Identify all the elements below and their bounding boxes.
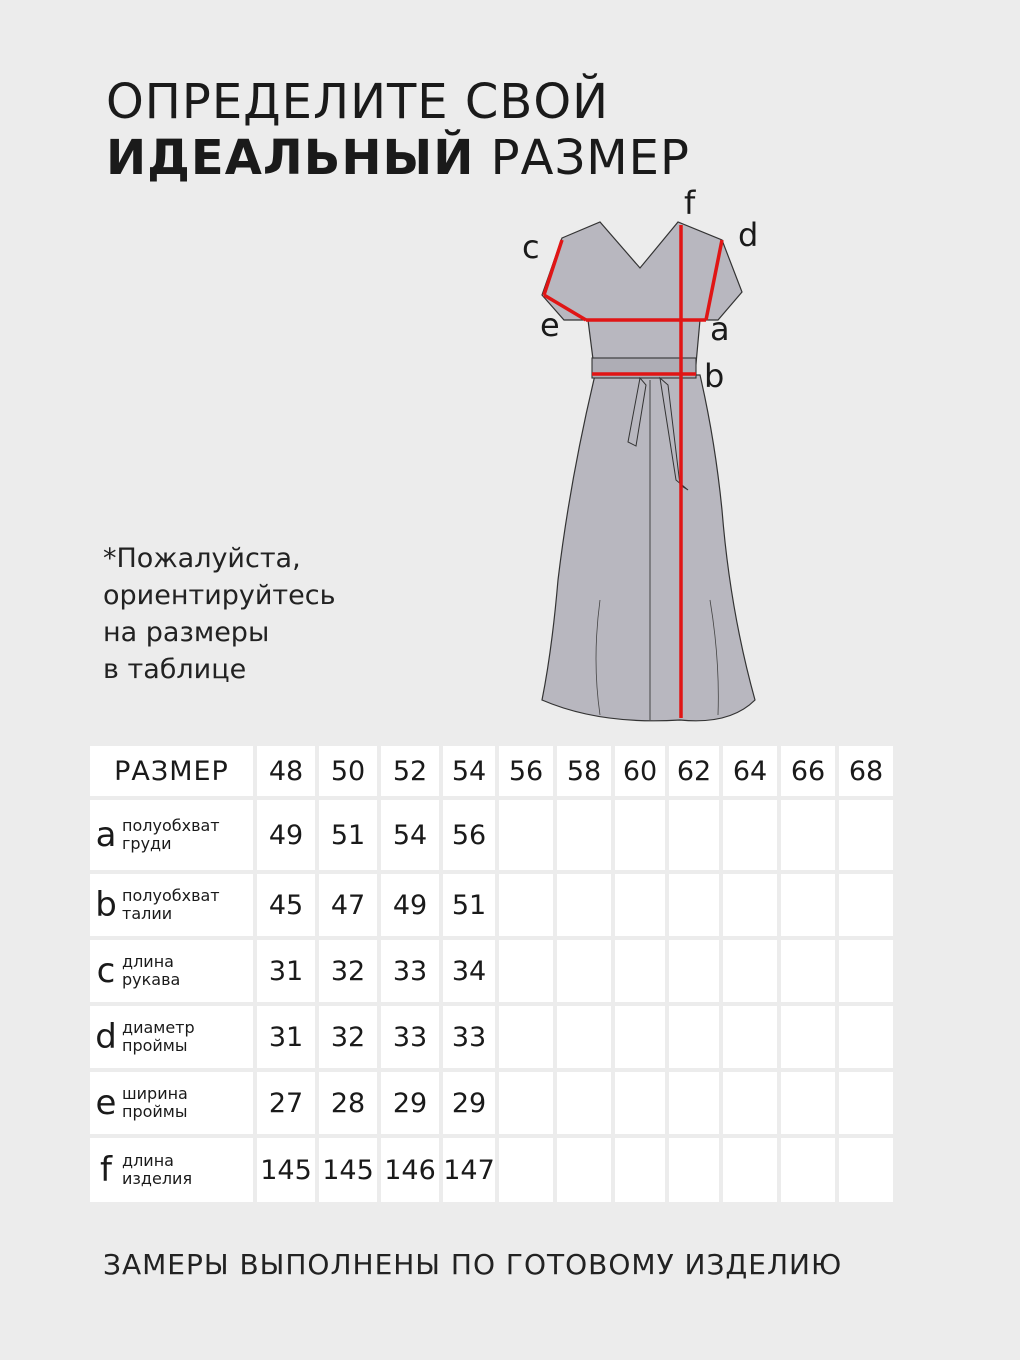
- table-cell: [781, 940, 835, 1002]
- row-desc-1: диаметр: [122, 1018, 195, 1037]
- label-b: b: [704, 357, 725, 395]
- header-size-64: 64: [723, 746, 777, 796]
- header-size-50: 50: [319, 746, 377, 796]
- table-cell: [615, 1072, 665, 1134]
- row-desc-2: талии: [122, 904, 173, 923]
- table-cell: [669, 1138, 719, 1202]
- table-cell: 27: [257, 1072, 315, 1134]
- dress-diagram: [500, 180, 800, 740]
- table-cell: 54: [381, 800, 439, 870]
- table-cell: [723, 1138, 777, 1202]
- table-cell: [839, 940, 893, 1002]
- table-cell: [557, 874, 611, 936]
- row-letter: b: [95, 885, 117, 925]
- table-cell: 147: [443, 1138, 495, 1202]
- table-cell: [723, 1006, 777, 1068]
- table-cell: 49: [257, 800, 315, 870]
- table-row: [90, 940, 893, 1002]
- table-cell: 145: [257, 1138, 315, 1202]
- title-bold-word: ИДЕАЛЬНЫЙ: [106, 130, 475, 186]
- note-line-2: ориентируйтесь: [103, 580, 336, 611]
- row-desc-1: полуобхват: [122, 886, 220, 905]
- header-size-66: 66: [781, 746, 835, 796]
- row-label: [90, 1138, 253, 1202]
- table-cell: 29: [443, 1072, 495, 1134]
- row-label: [90, 1072, 253, 1134]
- table-cell: 49: [381, 874, 439, 936]
- table-cell: [723, 874, 777, 936]
- table-cell: [669, 800, 719, 870]
- table-cell: [499, 940, 553, 1002]
- table-cell: 29: [381, 1072, 439, 1134]
- row-desc-1: полуобхват: [122, 816, 220, 835]
- table-cell: [615, 874, 665, 936]
- table-cell: 33: [381, 940, 439, 1002]
- row-label: [90, 874, 253, 936]
- note-line-3: на размеры: [103, 617, 270, 648]
- footer-note: ЗАМЕРЫ ВЫПОЛНЕНЫ ПО ГОТОВОМУ ИЗДЕЛИЮ: [103, 1248, 843, 1281]
- row-desc-2: изделия: [122, 1169, 193, 1188]
- table-cell: [615, 1138, 665, 1202]
- header-size-label: РАЗМЕР: [90, 746, 253, 796]
- header-size-48: 48: [257, 746, 315, 796]
- row-label: [90, 800, 253, 870]
- table-cell: [781, 800, 835, 870]
- table-cell: [499, 1006, 553, 1068]
- table-cell: [499, 1072, 553, 1134]
- table-cell: [723, 940, 777, 1002]
- table-cell: [615, 940, 665, 1002]
- table-cell: [615, 1006, 665, 1068]
- title-rest-word: РАЗМЕР: [490, 130, 690, 186]
- table-cell: 56: [443, 800, 495, 870]
- header-size-54: 54: [443, 746, 495, 796]
- table-cell: 51: [319, 800, 377, 870]
- page-title: [106, 74, 690, 186]
- row-letter: f: [100, 1150, 112, 1190]
- row-desc-1: длина: [122, 1151, 174, 1170]
- table-cell: [615, 800, 665, 870]
- label-a: a: [710, 310, 730, 348]
- table-cell: [839, 1006, 893, 1068]
- table-cell: [781, 874, 835, 936]
- table-cell: [669, 940, 719, 1002]
- size-table-header: [90, 746, 893, 796]
- row-letter: a: [95, 815, 117, 855]
- header-size-62: 62: [669, 746, 719, 796]
- table-cell: 45: [257, 874, 315, 936]
- table-cell: [781, 1072, 835, 1134]
- table-cell: 146: [381, 1138, 439, 1202]
- size-table: [86, 742, 897, 1206]
- table-cell: [499, 1138, 553, 1202]
- header-size-58: 58: [557, 746, 611, 796]
- table-cell: [669, 874, 719, 936]
- table-cell: 32: [319, 1006, 377, 1068]
- table-cell: [781, 1138, 835, 1202]
- table-cell: [557, 1006, 611, 1068]
- row-desc-1: длина: [122, 952, 174, 971]
- row-letter: d: [95, 1017, 117, 1057]
- table-row: [90, 1006, 893, 1068]
- table-cell: [839, 800, 893, 870]
- row-desc-2: проймы: [122, 1102, 188, 1121]
- table-cell: 34: [443, 940, 495, 1002]
- table-cell: [839, 1138, 893, 1202]
- table-cell: 31: [257, 940, 315, 1002]
- header-size-52: 52: [381, 746, 439, 796]
- table-cell: [499, 874, 553, 936]
- table-cell: [557, 800, 611, 870]
- size-note: [103, 540, 336, 688]
- row-desc-2: рукава: [122, 970, 181, 989]
- dress-skirt: [542, 375, 755, 721]
- table-cell: [839, 874, 893, 936]
- note-line-4: в таблице: [103, 654, 247, 685]
- header-size-60: 60: [615, 746, 665, 796]
- row-desc-2: груди: [122, 834, 172, 853]
- table-row: [90, 1072, 893, 1134]
- table-cell: 47: [319, 874, 377, 936]
- table-cell: [839, 1072, 893, 1134]
- table-cell: [557, 1138, 611, 1202]
- title-line-1: ОПРЕДЕЛИТЕ СВОЙ: [106, 74, 610, 130]
- label-c: c: [522, 228, 540, 266]
- table-cell: [669, 1072, 719, 1134]
- table-cell: 33: [381, 1006, 439, 1068]
- row-letter: e: [95, 1083, 117, 1123]
- header-size-68: 68: [839, 746, 893, 796]
- table-cell: 51: [443, 874, 495, 936]
- label-e: e: [540, 306, 560, 344]
- table-cell: 28: [319, 1072, 377, 1134]
- table-cell: 33: [443, 1006, 495, 1068]
- title-line-2: [106, 130, 690, 186]
- header-size-56: 56: [499, 746, 553, 796]
- table-cell: [723, 800, 777, 870]
- table-cell: 31: [257, 1006, 315, 1068]
- table-cell: [781, 1006, 835, 1068]
- row-label: [90, 1006, 253, 1068]
- table-cell: 145: [319, 1138, 377, 1202]
- table-cell: [557, 1072, 611, 1134]
- table-row: [90, 874, 893, 936]
- row-desc-1: ширина: [122, 1084, 188, 1103]
- table-cell: [499, 800, 553, 870]
- label-d: d: [738, 216, 759, 254]
- table-cell: [723, 1072, 777, 1134]
- table-cell: [557, 940, 611, 1002]
- table-row: [90, 1138, 893, 1202]
- row-desc-2: проймы: [122, 1036, 188, 1055]
- table-cell: [669, 1006, 719, 1068]
- label-f: f: [684, 184, 696, 222]
- row-letter: c: [96, 951, 116, 991]
- note-line-1: *Пожалуйста,: [103, 543, 301, 574]
- row-label: [90, 940, 253, 1002]
- table-cell: 32: [319, 940, 377, 1002]
- table-row: [90, 800, 893, 870]
